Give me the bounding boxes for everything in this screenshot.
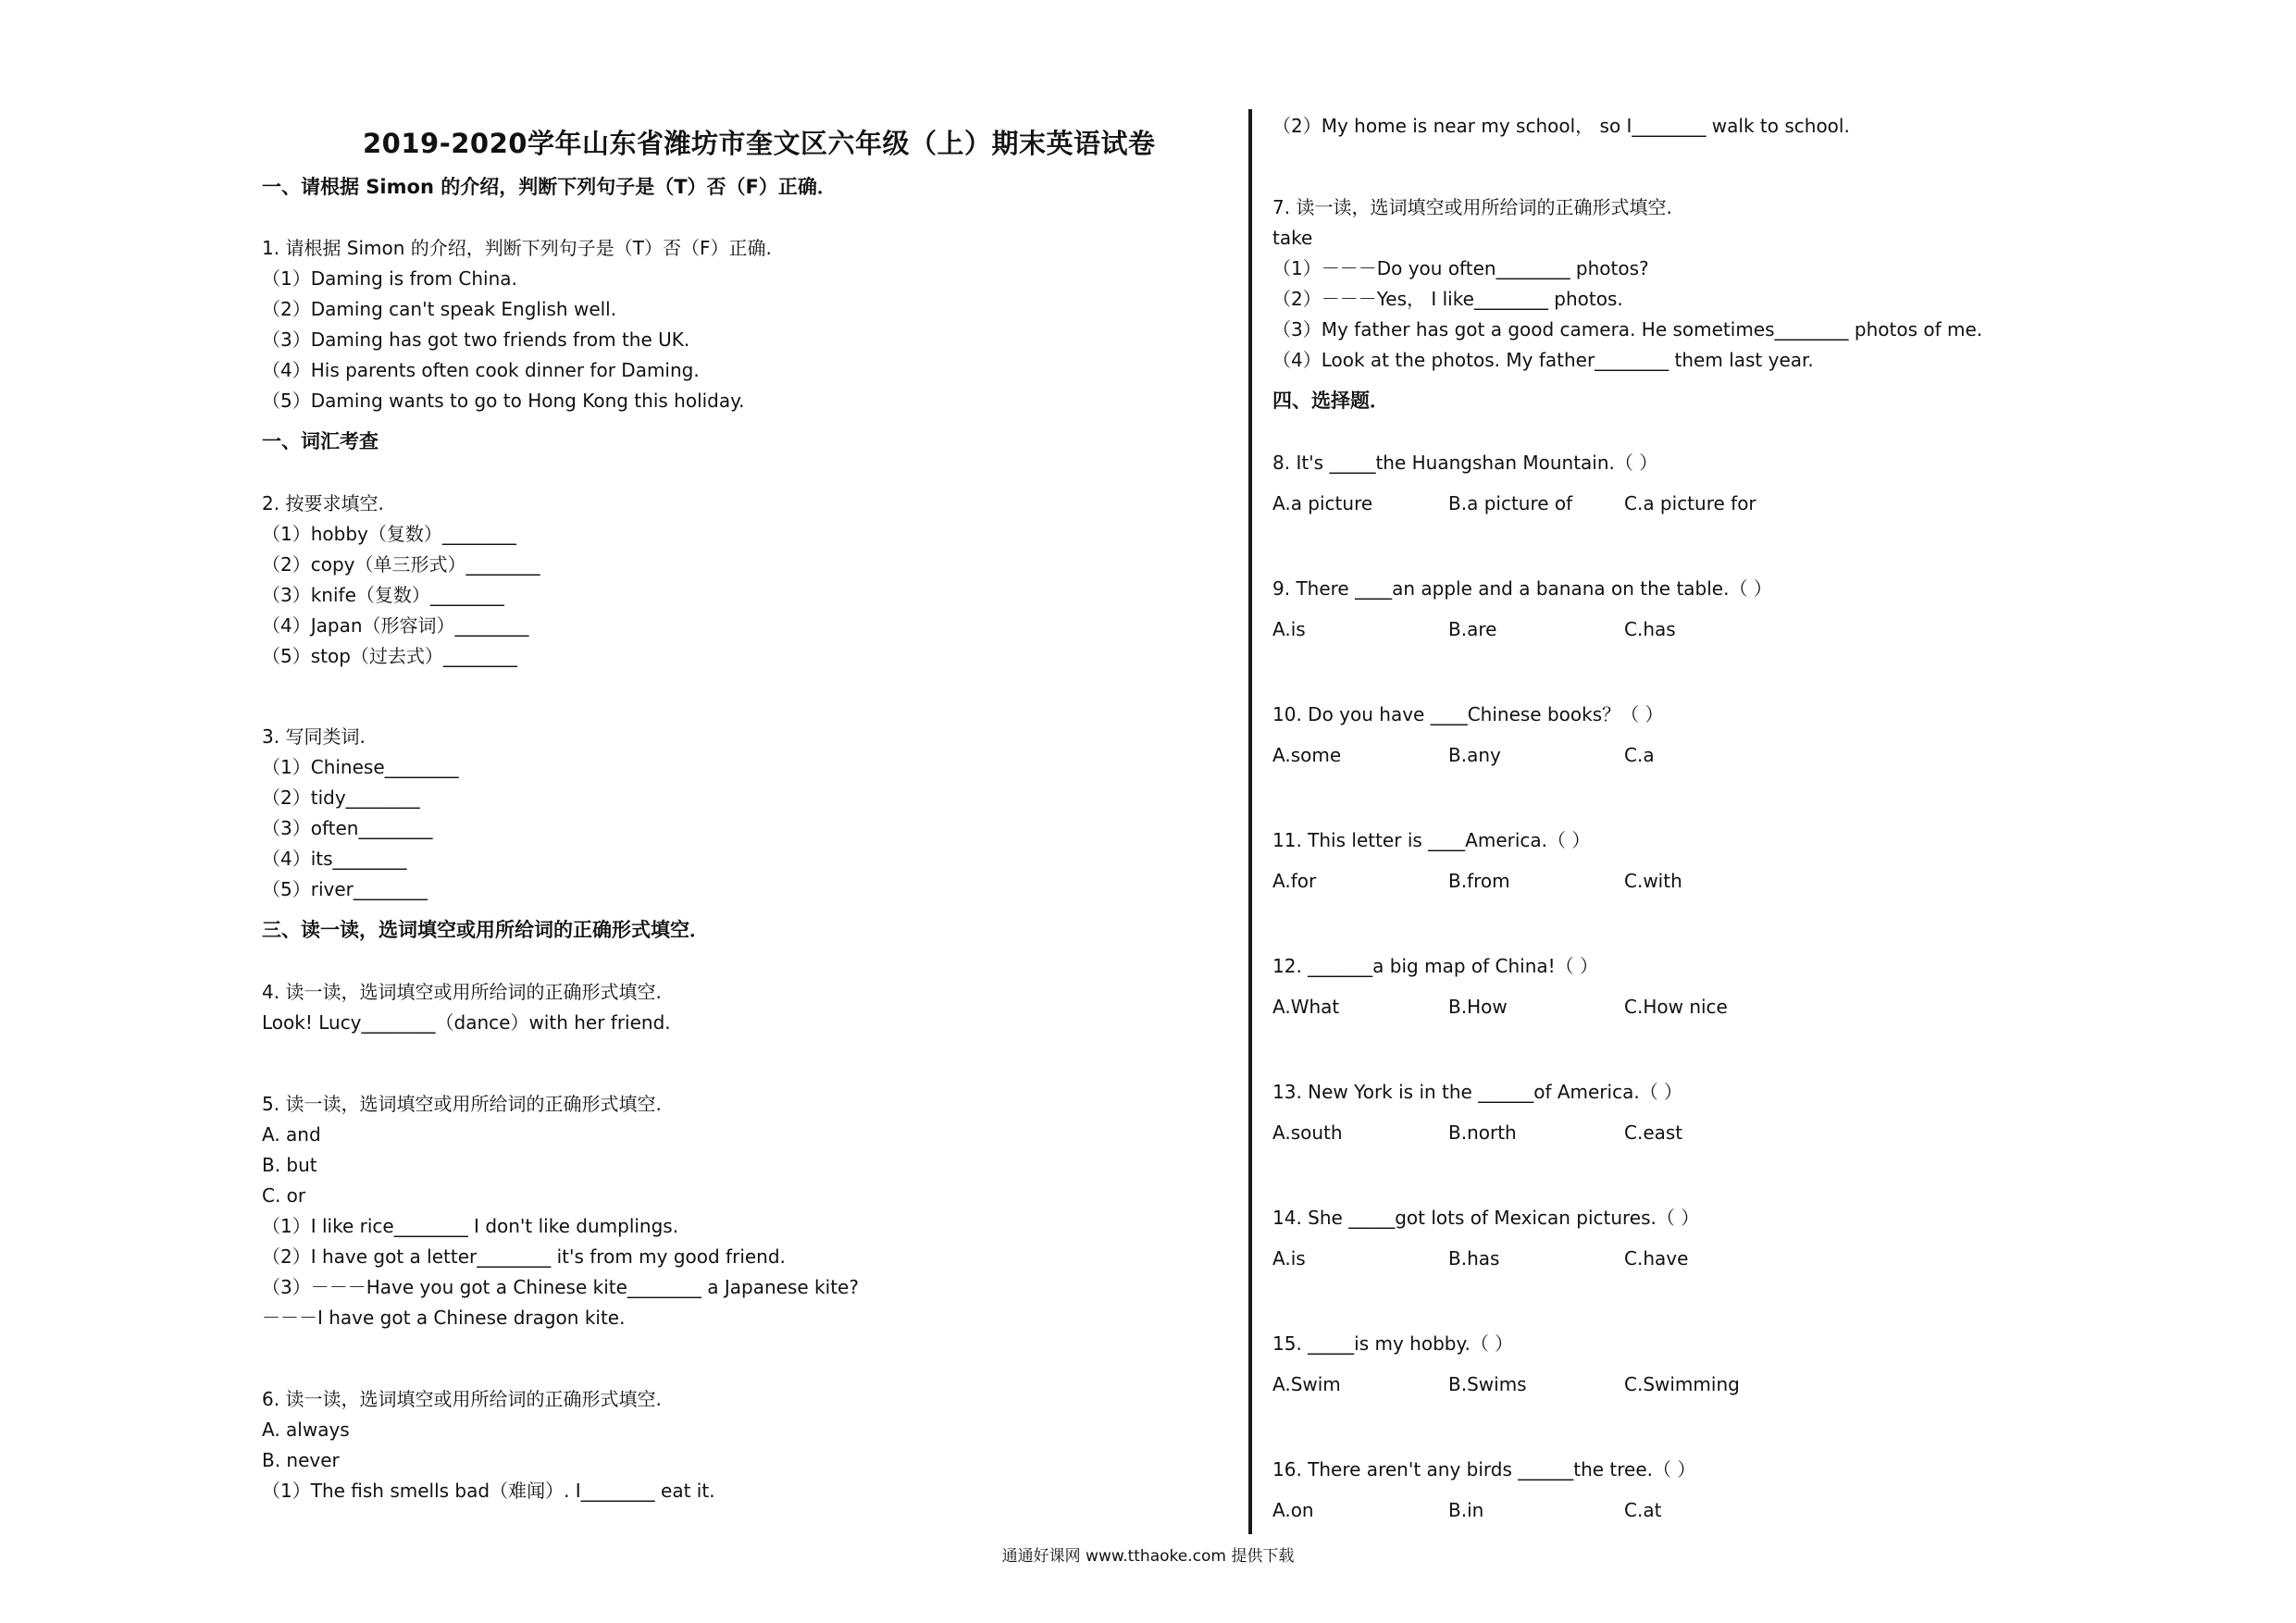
question-line: －－－I have got a Chinese dragon kite. bbox=[262, 1307, 626, 1329]
mc-question-stem: 14. She _____got lots of Mexican pictures.（ ） bbox=[1272, 1207, 1700, 1229]
mc-option: B.has bbox=[1448, 1247, 1500, 1270]
mc-option: A.is bbox=[1272, 618, 1306, 640]
mc-option: C.Swimming bbox=[1624, 1373, 1740, 1395]
mc-question-stem: 10. Do you have ____Chinese books？（ ） bbox=[1272, 703, 1664, 725]
question-line: （2）copy（单三形式）________ bbox=[262, 553, 540, 576]
question-line: （2）－－－Yes， I like________ photos. bbox=[1272, 288, 1623, 310]
mc-question-stem: 8. It's _____the Huangshan Mountain.（ ） bbox=[1272, 452, 1658, 474]
mc-option: A.What bbox=[1272, 996, 1340, 1018]
question-line: （5）stop（过去式）________ bbox=[262, 645, 517, 667]
question-line: A. always bbox=[262, 1419, 350, 1441]
question-line: （1）－－－Do you often________ photos? bbox=[1272, 257, 1649, 279]
question-line: （3）knife（复数）________ bbox=[262, 584, 504, 606]
question-line: take bbox=[1272, 227, 1313, 249]
mc-option: C.How nice bbox=[1624, 996, 1728, 1018]
question-line: 1. 请根据 Simon 的介绍，判断下列句子是（T）否（F）正确. bbox=[262, 237, 772, 259]
question-line: 2. 按要求填空. bbox=[262, 492, 384, 514]
question-line: （5）Daming wants to go to Hong Kong this holiday. bbox=[262, 390, 745, 412]
mc-option: C.a picture for bbox=[1624, 492, 1756, 514]
question-line: （3）Daming has got two friends from the UK. bbox=[262, 328, 690, 351]
section-heading: 一、请根据 Simon 的介绍，判断下列句子是（T）否（F）正确． bbox=[262, 176, 837, 198]
column-divider bbox=[1248, 109, 1252, 1534]
question-line: （4）its________ bbox=[262, 848, 407, 870]
mc-question-stem: 11. This letter is ____America.（ ） bbox=[1272, 829, 1591, 851]
mc-option: A.for bbox=[1272, 870, 1317, 892]
question-line: （4）Japan（形容词）________ bbox=[262, 614, 529, 637]
mc-option: A.on bbox=[1272, 1499, 1314, 1521]
question-line: （3）－－－Have you got a Chinese kite________ a Japanese kite? bbox=[262, 1276, 859, 1298]
mc-option: B.in bbox=[1448, 1499, 1484, 1521]
question-line: （4）His parents often cook dinner for Daming. bbox=[262, 359, 700, 381]
mc-option: A.south bbox=[1272, 1121, 1343, 1144]
question-line: （2）I have got a letter________ it's from my good friend. bbox=[262, 1245, 786, 1268]
footer-credit: 通通好课网 www.tthaoke.com 提供下载 bbox=[1001, 1547, 1295, 1566]
question-line: 5. 读一读，选词填空或用所给词的正确形式填空. bbox=[262, 1093, 662, 1115]
question-line: （5）river________ bbox=[262, 878, 428, 900]
question-line: （2）Daming can't speak English well. bbox=[262, 298, 617, 320]
mc-option: C.at bbox=[1624, 1499, 1662, 1521]
mc-option: B.from bbox=[1448, 870, 1510, 892]
mc-option: C.east bbox=[1624, 1121, 1683, 1144]
mc-option: A.is bbox=[1272, 1247, 1306, 1270]
question-line: 4. 读一读，选词填空或用所给词的正确形式填空. bbox=[262, 981, 662, 1003]
mc-option: B.north bbox=[1448, 1121, 1517, 1144]
section-heading: 四、选择题． bbox=[1272, 390, 1389, 412]
section-heading: 三、读一读，选词填空或用所给词的正确形式填空． bbox=[262, 919, 709, 941]
question-line: A. and bbox=[262, 1123, 321, 1146]
question-line: （1）Daming is from China. bbox=[262, 267, 517, 290]
question-line: Look! Lucy________（dance）with her friend. bbox=[262, 1011, 671, 1034]
question-line: （1）Chinese________ bbox=[262, 756, 459, 778]
question-line: （3）often________ bbox=[262, 817, 433, 839]
mc-question-stem: 9. There ____an apple and a banana on the table.（ ） bbox=[1272, 577, 1772, 600]
mc-question-stem: 13. New York is in the ______of America.（ ） bbox=[1272, 1081, 1683, 1103]
section-heading: 一、词汇考查 bbox=[262, 430, 379, 452]
question-line: B. but bbox=[262, 1154, 317, 1176]
question-line: （1）I like rice________ I don't like dumplings. bbox=[262, 1215, 679, 1237]
mc-option: C.has bbox=[1624, 618, 1676, 640]
mc-option: A.some bbox=[1272, 744, 1342, 766]
mc-option: B.are bbox=[1448, 618, 1497, 640]
mc-option: A.Swim bbox=[1272, 1373, 1341, 1395]
mc-question-stem: 16. There aren't any birds ______the tree.（ ） bbox=[1272, 1458, 1696, 1481]
question-line: 6. 读一读，选词填空或用所给词的正确形式填空. bbox=[262, 1388, 662, 1410]
mc-option: C.with bbox=[1624, 870, 1682, 892]
mc-option: B.any bbox=[1448, 744, 1501, 766]
mc-option: B.How bbox=[1448, 996, 1508, 1018]
question-line: 7. 读一读，选词填空或用所给词的正确形式填空. bbox=[1272, 196, 1672, 218]
question-line: （4）Look at the photos. My father________ them last year. bbox=[1272, 349, 1814, 371]
mc-question-stem: 15. _____is my hobby.（ ） bbox=[1272, 1332, 1514, 1355]
mc-option: B.Swims bbox=[1448, 1373, 1527, 1395]
question-line: （1）hobby（复数）________ bbox=[262, 523, 516, 545]
question-line: （1）The fish smells bad（难闻）. I________ eat it. bbox=[262, 1480, 715, 1502]
question-line: （2）tidy________ bbox=[262, 787, 420, 809]
mc-question-stem: 12. _______a big map of China!（ ） bbox=[1272, 955, 1599, 977]
mc-option: C.have bbox=[1624, 1247, 1689, 1270]
question-line: C. or bbox=[262, 1184, 306, 1207]
question-line: B. never bbox=[262, 1449, 340, 1471]
mc-option: A.a picture bbox=[1272, 492, 1373, 514]
question-line: （3）My father has got a good camera. He sometimes________ photos of me. bbox=[1272, 318, 1983, 341]
question-line: 3. 写同类词. bbox=[262, 725, 366, 748]
question-line: （2）My home is near my school， so I________ walk to school. bbox=[1272, 115, 1850, 137]
exam-title: 2019-2020学年山东省潍坊市奎文区六年级（上）期末英语试卷 bbox=[363, 128, 1156, 159]
mc-option: C.a bbox=[1624, 744, 1655, 766]
mc-option: B.a picture of bbox=[1448, 492, 1573, 514]
